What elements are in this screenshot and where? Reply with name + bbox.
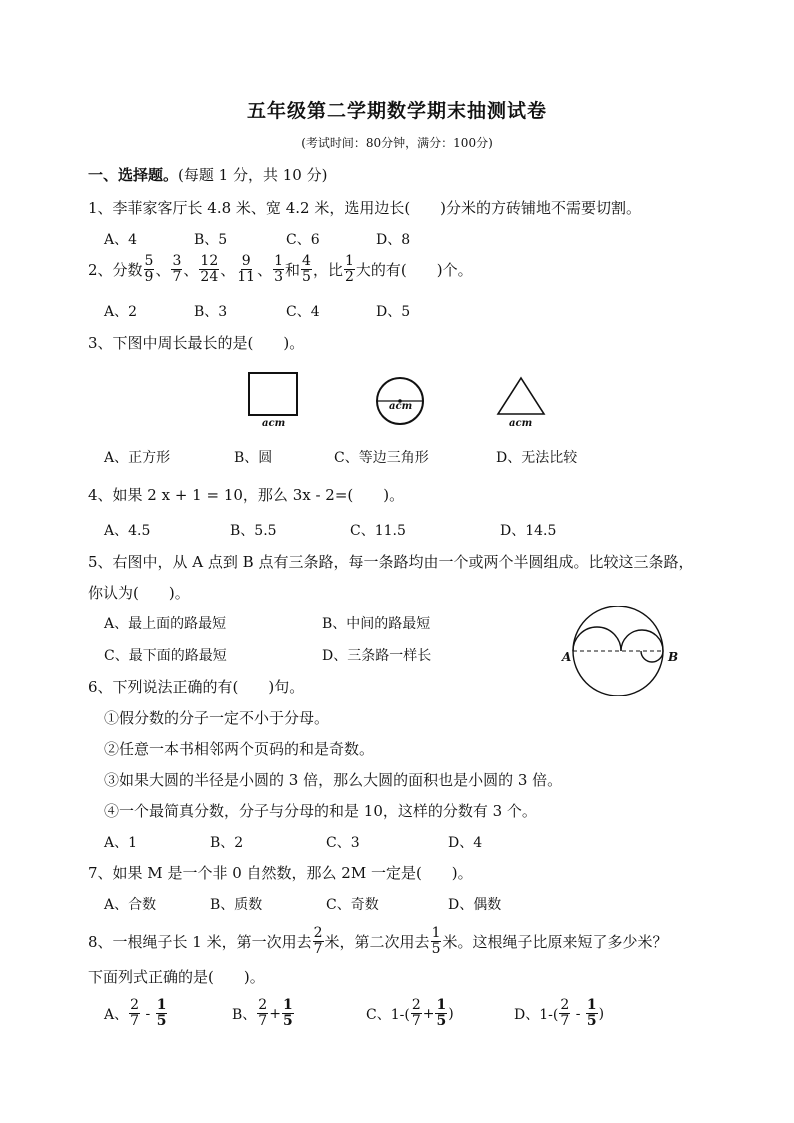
q7-option-a: A、合数	[104, 897, 157, 913]
q8-d-frac-1	[559, 998, 570, 1029]
q2-option-a: A、2	[104, 304, 138, 320]
q8-f2-num: 1	[431, 925, 441, 941]
q8-option-c-label: C、1-(	[366, 1006, 410, 1023]
q8-d-f2-num: 1	[586, 997, 597, 1013]
section-note: (每题 1 分，共 10 分)	[178, 166, 328, 184]
q8-c-frac-2	[435, 998, 447, 1029]
q2-f5-den: 3	[274, 269, 284, 285]
q8-d-f1-num: 2	[560, 997, 570, 1013]
q1-option-a: A、4	[104, 232, 138, 248]
q2-fraction-4	[236, 254, 256, 285]
q8-option-b	[232, 998, 295, 1029]
q2-f4-num: 9	[241, 253, 251, 269]
q2-mid: ，比	[312, 261, 343, 279]
q2-fraction-6	[301, 254, 312, 285]
q8-a-f2-num: 1	[156, 997, 167, 1013]
q8-d-frac-2	[586, 998, 598, 1029]
q2-fraction-2	[171, 254, 182, 285]
q8-d-minus: -	[571, 1005, 585, 1022]
q7-option-d: D、偶数	[448, 897, 502, 913]
question-5-line-2: 你认为( )。	[88, 584, 190, 602]
question-3: 3、下图中周长最长的是( )。	[88, 334, 305, 352]
q8-option-d-label: D、1-(	[514, 1006, 559, 1023]
q1-option-c: C、6	[286, 232, 320, 248]
q2-half-num: 1	[344, 253, 354, 269]
q5-option-c: C、最下面的路最短	[104, 648, 227, 664]
q4-option-a: A、4.5	[104, 523, 151, 539]
q8-option-c	[366, 998, 454, 1029]
q8-a-f1-num: 2	[130, 997, 140, 1013]
q8-suffix: 米。这根绳子比原来短了多少米？	[442, 933, 668, 951]
q8-b-frac-1	[257, 998, 268, 1029]
q6-option-c: C、3	[326, 835, 360, 851]
q2-f6-den: 5	[302, 269, 311, 285]
q2-option-b: B、3	[194, 304, 228, 320]
q8-a-frac-1	[129, 998, 140, 1029]
q3-option-d: D、无法比较	[496, 450, 578, 466]
q6-statement-1: ①假分数的分子一定不小于分母。	[104, 709, 330, 727]
q8-b-frac-2	[282, 998, 294, 1029]
q4-option-c: C、11.5	[350, 523, 406, 539]
q8-mid: 米，第二次用去	[324, 933, 430, 951]
q2-f5-num: 1	[274, 253, 284, 269]
q8-option-a-label: A、	[104, 1006, 129, 1023]
q1-option-d: D、8	[376, 232, 411, 248]
q2-f4-den: 11	[237, 269, 256, 285]
q6-option-d: D、4	[448, 835, 483, 851]
q8-b-f2-den: 5	[282, 1013, 293, 1029]
q5-option-a: A、最上面的路最短	[104, 616, 227, 632]
question-4: 4、如果 2 x + 1 = 10，那么 3x - 2=( )。	[88, 486, 405, 504]
question-8-line-2: 下面列式正确的是( )。	[88, 968, 265, 986]
q8-f2-den: 5	[431, 941, 441, 957]
q4-option-d: D、14.5	[500, 523, 557, 539]
q2-half-den: 2	[344, 269, 354, 285]
point-b-label: B	[668, 650, 679, 664]
q8-fraction-1	[313, 926, 324, 957]
q6-statement-3: ③如果大圆的半径是小圆的 3 倍，那么大圆的面积也是小圆的 3 倍。	[104, 771, 563, 789]
q8-c-plus: +	[422, 1005, 435, 1022]
q2-prefix: 2、分数	[88, 261, 143, 279]
q8-option-d	[514, 998, 604, 1029]
q8-b-f2-num: 1	[282, 997, 293, 1013]
q8-c-f2-den: 5	[436, 1013, 447, 1029]
page-subtitle: (考试时间：80分钟，满分：100分)	[301, 136, 493, 150]
q8-c-f1-num: 2	[411, 997, 421, 1013]
point-a-label: A	[562, 650, 572, 664]
page-title: 五年级第二学期数学期末抽测试卷	[246, 100, 547, 122]
q7-option-c: C、奇数	[326, 897, 379, 913]
q2-f1-num: 5	[144, 253, 154, 269]
q8-f1-den: 7	[313, 941, 323, 957]
q7-option-b: B、质数	[210, 897, 263, 913]
q2-option-d: D、5	[376, 304, 411, 320]
q8-c-frac-1	[411, 998, 422, 1029]
square-shape	[248, 372, 298, 416]
q2-fraction-3	[199, 254, 219, 285]
q8-b-f1-den: 7	[258, 1013, 268, 1029]
q8-a-f1-den: 7	[130, 1013, 140, 1029]
q2-f2-den: 7	[172, 269, 182, 285]
q5-option-b: B、中间的路最短	[322, 616, 431, 632]
q2-sep: 、	[257, 261, 273, 279]
q8-b-f1-num: 2	[258, 997, 268, 1013]
question-2	[88, 254, 473, 285]
q8-c-f2-num: 1	[436, 997, 447, 1013]
q6-option-a: A、1	[104, 835, 138, 851]
q2-suffix: 大的有( )个。	[355, 261, 473, 279]
section-title: 一、选择题。	[88, 166, 179, 184]
q6-statement-4: ④一个最简真分数，分子与分母的和是 10，这样的分数有 3 个。	[104, 802, 537, 820]
q8-a-frac-2	[156, 998, 168, 1029]
q8-prefix: 8、一根绳子长 1 米，第一次用去	[88, 933, 312, 951]
q8-a-f2-den: 5	[156, 1013, 167, 1029]
q2-fraction-5	[273, 254, 284, 285]
q2-sep: 、	[183, 261, 199, 279]
circle-label: acm	[389, 401, 413, 412]
q6-option-b: B、2	[210, 835, 244, 851]
q2-option-c: C、4	[286, 304, 320, 320]
q6-statement-2: ②任意一本书相邻两个页码的和是奇数。	[104, 740, 375, 758]
q2-f3-num: 12	[200, 253, 219, 269]
q2-f3-den: 24	[200, 269, 219, 285]
triangle-shape	[496, 376, 546, 418]
question-5-line-1: 5、右图中，从 A 点到 B 点有三条路，每一条路均由一个或两个半圆组成。比较这三条路，	[88, 553, 694, 571]
q3-option-b: B、圆	[234, 450, 273, 466]
semicircle-paths-diagram	[570, 606, 670, 696]
q8-d-f2-den: 5	[586, 1013, 597, 1029]
q8-b-plus: +	[269, 1005, 281, 1022]
q8-c-f1-den: 7	[411, 1013, 421, 1029]
question-8	[88, 926, 668, 957]
triangle-label: acm	[509, 418, 533, 429]
q4-option-b: B、5.5	[230, 523, 277, 539]
q5-option-d: D、三条路一样长	[322, 648, 432, 664]
q2-sep: 、	[220, 261, 236, 279]
q1-option-b: B、5	[194, 232, 228, 248]
q3-option-a: A、正方形	[104, 450, 171, 466]
q8-fraction-2	[431, 926, 442, 957]
q3-option-c: C、等边三角形	[334, 450, 429, 466]
question-1: 1、李菲家客厅长 4.8 米、宽 4.2 米，选用边长( )分米的方砖铺地不需要切割。	[88, 199, 642, 217]
q8-a-minus: -	[141, 1005, 155, 1022]
q2-f1-den: 9	[144, 269, 154, 285]
q8-option-a	[104, 998, 168, 1029]
square-label: acm	[262, 418, 286, 429]
q2-f2-num: 3	[172, 253, 182, 269]
q8-c-close: )	[448, 1005, 454, 1022]
q2-fraction-1	[144, 254, 155, 285]
q8-option-b-label: B、	[232, 1006, 257, 1023]
q2-sep: 、	[155, 261, 171, 279]
q2-half	[344, 254, 355, 285]
q8-d-f1-den: 7	[560, 1013, 570, 1029]
section-heading	[88, 164, 327, 185]
question-7: 7、如果 M 是一个非 0 自然数，那么 2M 一定是( )。	[88, 864, 473, 882]
q2-and: 和	[285, 261, 301, 279]
question-6: 6、下列说法正确的有( )句。	[88, 678, 305, 696]
q8-f1-num: 2	[313, 925, 323, 941]
q2-f6-num: 4	[302, 253, 311, 269]
q8-d-close: )	[598, 1005, 605, 1022]
